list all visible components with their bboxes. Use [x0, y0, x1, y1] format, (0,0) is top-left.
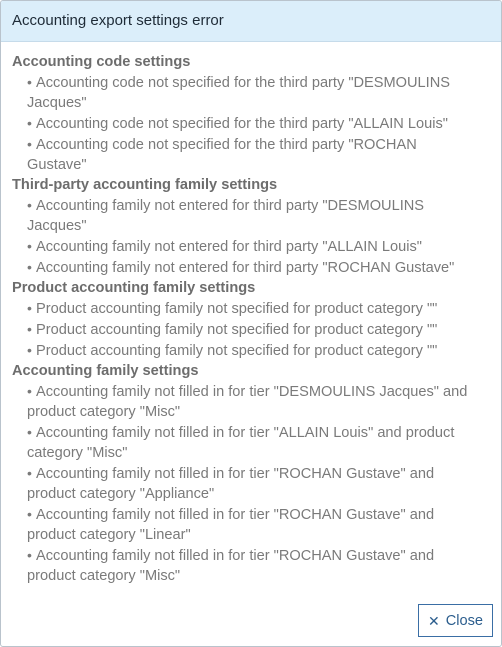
- dialog-content: [1, 52, 501, 586]
- error-item-text: Accounting family not filled in for tier "ROCHAN Gustave" and product category "Linear": [27, 507, 435, 543]
- error-item-text: Accounting code not specified for the third party "ALLAIN Louis": [36, 116, 448, 132]
- error-item: [12, 463, 491, 504]
- bullet-icon: •: [27, 74, 32, 90]
- bullet-icon: •: [27, 136, 32, 152]
- bullet-icon: •: [27, 465, 32, 481]
- error-item: [12, 298, 491, 319]
- section-title: Third-party accounting family settings: [12, 177, 278, 193]
- section-title: Accounting family settings: [12, 363, 199, 379]
- bullet-icon: •: [27, 197, 32, 213]
- error-item-text: Accounting family not entered for third party "ROCHAN Gustave": [36, 260, 455, 276]
- close-icon: ✕: [427, 612, 440, 629]
- bullet-icon: •: [27, 342, 32, 358]
- error-item-text: Accounting family not filled in for tier "ROCHAN Gustave" and product category "Misc": [27, 548, 435, 584]
- error-list: [12, 298, 491, 361]
- error-item: [12, 422, 491, 463]
- error-list: [12, 381, 491, 586]
- error-item-text: Accounting code not specified for the third party "ROCHAN Gustave": [27, 137, 417, 173]
- close-button-label: Close: [445, 612, 484, 629]
- error-item-text: Accounting family not filled in for tier "DESMOULINS Jacques" and product category "Misc": [27, 384, 468, 420]
- bullet-icon: •: [27, 115, 32, 131]
- error-item: [12, 504, 491, 545]
- bullet-icon: •: [27, 383, 32, 399]
- error-item: [12, 236, 491, 257]
- error-item-text: Accounting family not entered for third party "ALLAIN Louis": [36, 239, 422, 255]
- bullet-icon: •: [27, 300, 32, 316]
- error-list: [12, 195, 491, 278]
- error-item-text: Accounting family not filled in for tier "ALLAIN Louis" and product category "Misc": [27, 425, 455, 461]
- error-item: [12, 340, 491, 361]
- error-item: [12, 113, 491, 134]
- dialog-titlebar: [1, 1, 501, 42]
- bullet-icon: •: [27, 321, 32, 337]
- section-title: Accounting code settings: [12, 54, 191, 70]
- error-item-text: Product accounting family not specified for product category "": [36, 301, 438, 317]
- bullet-icon: •: [27, 506, 32, 522]
- error-item: [12, 545, 491, 586]
- error-item: [12, 134, 491, 175]
- error-item-text: Product accounting family not specified for product category "": [36, 322, 438, 338]
- error-list: [12, 72, 491, 175]
- section-title: Product accounting family settings: [12, 280, 256, 296]
- error-item-text: Accounting family not filled in for tier "ROCHAN Gustave" and product category "Appliance": [27, 466, 435, 502]
- error-item: [12, 72, 491, 113]
- error-item: [12, 381, 491, 422]
- error-item: [12, 257, 491, 278]
- error-item: [12, 319, 491, 340]
- bullet-icon: •: [27, 238, 32, 254]
- close-button[interactable]: [418, 604, 493, 637]
- error-item-text: Product accounting family not specified for product category "": [36, 343, 438, 359]
- bullet-icon: •: [27, 547, 32, 563]
- error-item-text: Accounting code not specified for the third party "DESMOULINS Jacques": [27, 75, 451, 111]
- bullet-icon: •: [27, 424, 32, 440]
- error-item: [12, 195, 491, 236]
- error-item-text: Accounting family not entered for third party "DESMOULINS Jacques": [27, 198, 425, 234]
- bullet-icon: •: [27, 259, 32, 275]
- dialog-title: Accounting export settings error: [12, 12, 224, 29]
